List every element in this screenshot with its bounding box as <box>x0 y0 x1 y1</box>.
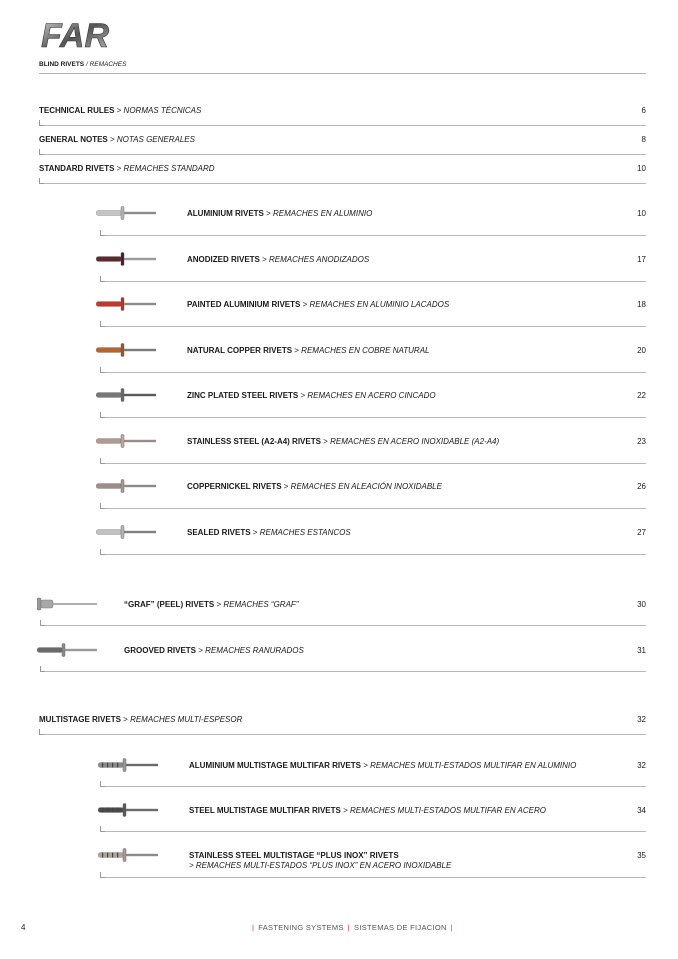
aluminium-rivet-icon <box>96 206 154 218</box>
copper-rivet-icon <box>96 343 154 355</box>
item-rule <box>100 372 646 373</box>
item-tick <box>100 503 105 509</box>
item-subtitle: REMACHES “GRAF” <box>223 600 299 609</box>
entry-page: 6 <box>641 106 646 115</box>
section-header <box>39 61 126 68</box>
item-title: ANODIZED RIVETS <box>187 254 260 264</box>
toc-item-painted-rivet[interactable] <box>96 298 646 316</box>
steel-multistage-rivet-icon <box>98 803 156 815</box>
toc-item-steel-multistage-rivet[interactable] <box>98 804 646 822</box>
footer-left-text: FASTENING SYSTEMS <box>258 923 344 932</box>
item-subtitle: REMACHES EN COBRE NATURAL <box>301 345 430 355</box>
peel-rivet-icon <box>37 597 95 609</box>
entry-title: MULTISTAGE RIVETS <box>39 715 121 724</box>
toc-item-copper-rivet[interactable] <box>96 344 646 362</box>
item-tick <box>100 872 105 878</box>
item-rule <box>100 831 646 832</box>
item-page: 26 <box>637 482 646 491</box>
item-rule <box>100 463 646 464</box>
item-rule <box>40 671 646 672</box>
item-page: 34 <box>637 806 646 815</box>
entry-page: 8 <box>641 135 646 144</box>
item-separator: > <box>340 806 350 815</box>
item-subtitle: REMACHES MULTI-ESTADOS MULTIFAR EN ACERO <box>349 806 546 815</box>
item-subtitle: REMACHES EN ACERO CINCADO <box>307 391 436 400</box>
item-rule <box>100 786 646 787</box>
toc-item-stainless-multistage-rivet[interactable] <box>98 849 646 873</box>
item-separator: > <box>360 761 371 770</box>
item-separator: > <box>259 254 270 264</box>
item-separator: > <box>214 600 224 609</box>
item-rule <box>100 281 646 282</box>
sealed-rivet-icon <box>96 525 154 537</box>
item-rule <box>100 417 646 418</box>
item-separator: > <box>263 209 274 218</box>
item-subtitle: REMACHES MULTI-ESTADOS MULTIFAR EN ALUMINIO <box>370 761 577 770</box>
item-page: 27 <box>637 527 646 537</box>
toc-item-zinc-steel-rivet[interactable] <box>96 389 646 407</box>
toc-item-coppernickel-rivet[interactable] <box>96 480 646 498</box>
item-page: 32 <box>637 761 646 770</box>
item-title: STAINLESS STEEL (A2-A4) RIVETS <box>187 436 321 446</box>
entry-page: 32 <box>637 715 646 724</box>
item-rule <box>100 326 646 327</box>
zinc-steel-rivet-icon <box>96 388 154 400</box>
entry-title: TECHNICAL RULES <box>39 106 115 115</box>
entry-page: 10 <box>637 164 646 173</box>
footer-right-text: SISTEMAS DE FIJACION <box>354 923 447 932</box>
toc-item-peel-rivet[interactable] <box>37 598 646 616</box>
entry-tick <box>39 149 44 155</box>
entry-separator: > <box>120 715 131 724</box>
item-title: GROOVED RIVETS <box>124 646 197 655</box>
item-tick <box>100 321 105 327</box>
toc-item-sealed-rivet[interactable] <box>96 526 646 544</box>
item-tick <box>100 367 105 373</box>
entry-title: STANDARD RIVETS <box>39 164 115 173</box>
item-subtitle: > REMACHES MULTI-ESTADOS “PLUS INOX” EN ACERO INOXIDABLE <box>189 861 452 870</box>
item-title: STEEL MULTISTAGE MULTIFAR RIVETS <box>189 806 341 815</box>
entry-subtitle: NOTAS GENERALES <box>116 135 195 144</box>
toc-item-aluminium-multistage-rivet[interactable] <box>98 759 646 777</box>
item-rule <box>100 554 646 555</box>
item-page: 22 <box>637 391 646 400</box>
item-title: NATURAL COPPER RIVETS <box>187 345 293 355</box>
entry-separator: > <box>114 106 124 115</box>
item-page: 10 <box>637 209 646 218</box>
item-separator: > <box>292 345 302 355</box>
item-page: 35 <box>637 851 646 860</box>
entry-separator: > <box>107 135 117 144</box>
item-rule <box>40 625 646 626</box>
far-logo-graphic <box>40 16 110 52</box>
item-subtitle: REMACHES EN ALEACIÓN INOXIDABLE <box>290 482 442 491</box>
item-page: 18 <box>637 300 646 309</box>
stainless-rivet-icon <box>96 434 154 446</box>
item-tick <box>40 620 45 626</box>
item-title: STAINLESS STEEL MULTISTAGE “PLUS INOX” RIVETS <box>189 851 399 860</box>
item-subtitle: REMACHES EN ALUMINIO LACADOS <box>309 300 450 309</box>
entry-subtitle: REMACHES MULTI-ESPESOR <box>130 715 243 724</box>
item-separator: > <box>196 646 206 655</box>
item-subtitle: REMACHES RANURADOS <box>205 646 304 655</box>
stainless-multistage-rivet-icon <box>98 848 156 860</box>
entry-separator: > <box>114 164 124 173</box>
item-tick <box>100 276 105 282</box>
item-subtitle: REMACHES EN ALUMINIO <box>273 209 373 218</box>
item-separator: > <box>298 391 308 400</box>
entry-tick <box>39 120 44 126</box>
entry-rule <box>39 154 646 155</box>
painted-rivet-icon <box>96 297 154 309</box>
grooved-rivet-icon <box>37 643 95 655</box>
footer-bar-icon: | <box>252 923 255 932</box>
item-title: SEALED RIVETS <box>187 527 251 537</box>
logo-text: FAR <box>41 17 109 52</box>
item-tick <box>40 666 45 672</box>
entry-rule <box>39 734 646 735</box>
item-title: PAINTED ALUMINIUM RIVETS <box>187 300 301 309</box>
item-tick <box>100 826 105 832</box>
item-title: ALUMINIUM MULTISTAGE MULTIFAR RIVETS <box>189 761 361 770</box>
item-title: ALUMINIUM RIVETS <box>187 209 264 218</box>
footer <box>248 923 457 932</box>
entry-subtitle: REMACHES STANDARD <box>123 164 215 173</box>
item-subtitle: REMACHES ANODIZADOS <box>269 254 370 264</box>
toc-item-aluminium-rivet[interactable] <box>96 207 646 225</box>
item-tick <box>100 549 105 555</box>
toc-entry-multistage-rivets[interactable] <box>39 713 646 731</box>
toc-entry-general-notes[interactable] <box>39 133 646 151</box>
item-title: “GRAF” (PEEL) RIVETS <box>124 600 215 609</box>
item-tick <box>100 458 105 464</box>
item-title: ZINC PLATED STEEL RIVETS <box>187 391 299 400</box>
entry-rule <box>39 183 646 184</box>
aluminium-multistage-rivet-icon <box>98 758 156 770</box>
toc-item-grooved-rivet[interactable] <box>37 644 646 662</box>
toc-entry-technical-rules[interactable] <box>39 104 646 122</box>
item-separator: > <box>281 482 291 491</box>
item-rule <box>100 508 646 509</box>
item-page: 30 <box>637 600 646 609</box>
toc-item-stainless-rivet[interactable] <box>96 435 646 453</box>
header-divider <box>39 73 646 74</box>
item-page: 23 <box>637 436 646 446</box>
item-page: 20 <box>637 345 646 355</box>
item-separator: > <box>320 436 331 446</box>
entry-rule <box>39 125 646 126</box>
item-tick <box>100 781 105 787</box>
item-tick <box>100 230 105 236</box>
coppernickel-rivet-icon <box>96 479 154 491</box>
page-number: 4 <box>21 923 26 932</box>
item-page: 31 <box>637 646 646 655</box>
footer-bar-icon: | <box>450 923 453 932</box>
entry-subtitle: NORMAS TÉCNICAS <box>123 106 202 115</box>
section-subtitle: / REMACHES <box>85 61 127 68</box>
item-title: COPPERNICKEL RIVETS <box>187 482 282 491</box>
item-separator: > <box>300 300 310 309</box>
item-tick <box>100 412 105 418</box>
item-rule <box>100 235 646 236</box>
footer-bar-icon: | <box>347 923 351 932</box>
item-page: 17 <box>637 254 646 264</box>
item-rule <box>100 877 646 878</box>
entry-tick <box>39 729 44 735</box>
anodized-rivet-icon <box>96 252 154 264</box>
toc-entry-standard-rivets[interactable] <box>39 162 646 180</box>
item-subtitle: REMACHES ESTANCOS <box>259 527 351 537</box>
entry-tick <box>39 178 44 184</box>
item-separator: > <box>250 527 260 537</box>
item-subtitle: REMACHES EN ACERO INOXIDABLE (A2-A4) <box>330 436 500 446</box>
entry-title: GENERAL NOTES <box>39 135 108 144</box>
far-logo <box>40 16 110 52</box>
section-title: BLIND RIVETS <box>39 61 85 68</box>
toc-item-anodized-rivet[interactable] <box>96 253 646 271</box>
